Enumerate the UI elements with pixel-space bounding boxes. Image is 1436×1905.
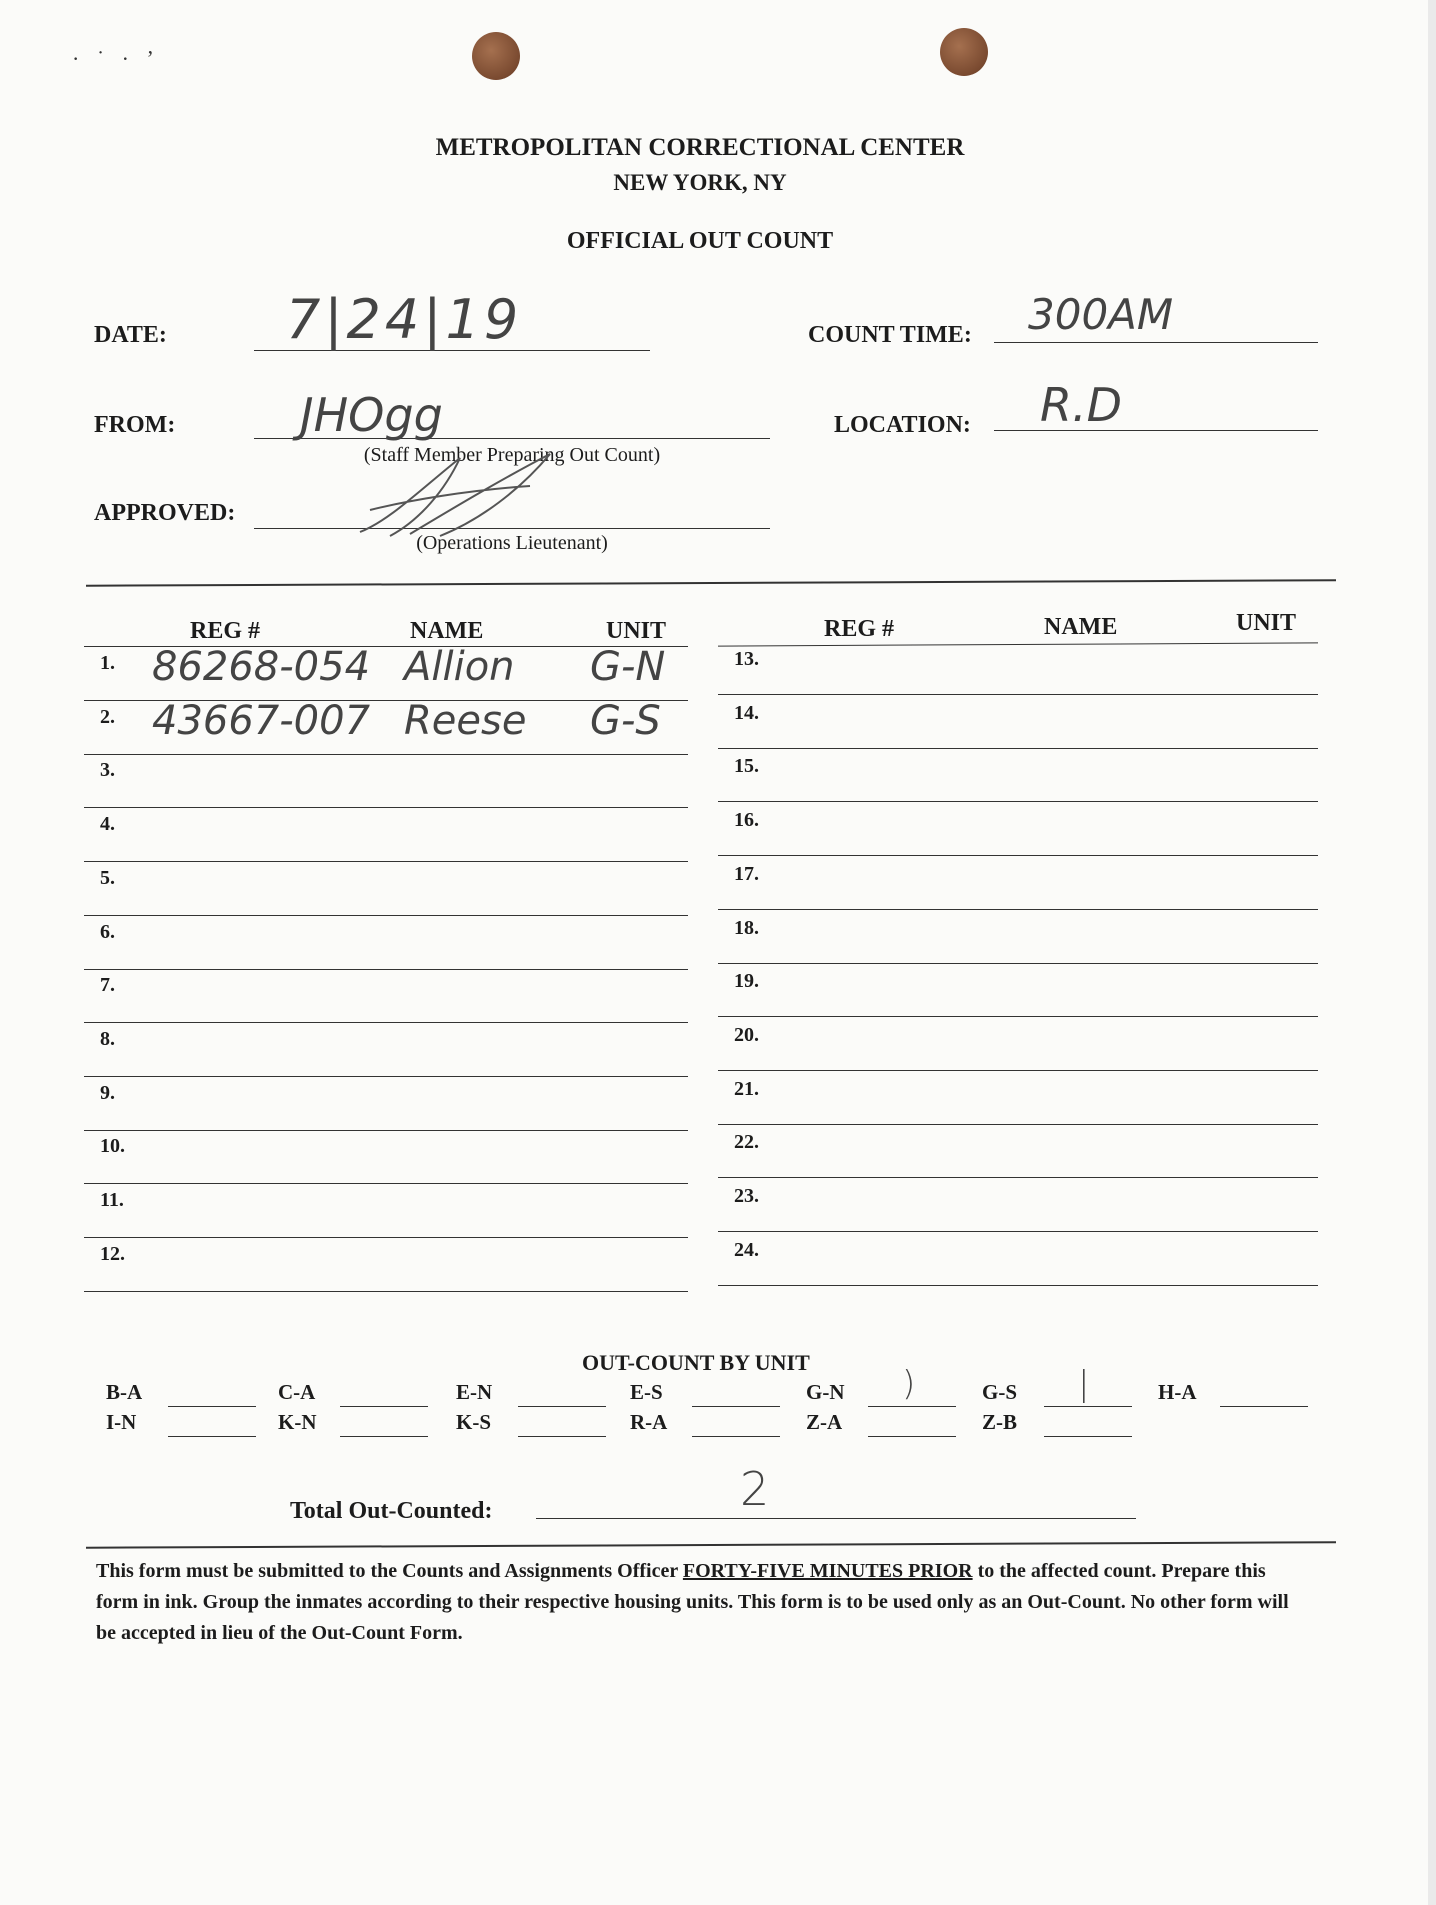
left-row-number: 1. xyxy=(100,652,115,674)
left-row-number: 2. xyxy=(100,705,115,728)
left-row-number: 10. xyxy=(100,1135,125,1158)
left-row-unit[interactable]: G-S xyxy=(590,697,661,744)
right-row-line xyxy=(718,855,1318,856)
left-row-unit[interactable]: G-N xyxy=(590,644,666,690)
left-row-line xyxy=(84,1022,688,1023)
left-row-number: 9. xyxy=(100,1081,115,1104)
from-signature[interactable]: JHOgg xyxy=(300,388,443,442)
unit-count-line xyxy=(1044,1436,1132,1437)
footer-text-start: This form must be submitted to the Counts and Assignments Officer xyxy=(96,1560,683,1582)
unit-count-line xyxy=(518,1406,606,1407)
left-name-header: NAME xyxy=(410,618,484,644)
section-divider xyxy=(86,579,1336,586)
unit-count-line xyxy=(340,1406,428,1407)
from-label: FROM: xyxy=(94,412,176,438)
left-row-line xyxy=(84,807,688,808)
right-row-line xyxy=(718,1177,1318,1178)
left-row-number: 8. xyxy=(100,1027,115,1050)
left-row-line xyxy=(84,1076,688,1077)
right-row-line xyxy=(718,1016,1318,1017)
right-row-line xyxy=(718,801,1318,802)
unit-label: K-S xyxy=(456,1410,492,1434)
total-label: Total Out-Counted: xyxy=(290,1498,493,1524)
left-row-line xyxy=(84,969,688,970)
total-line xyxy=(536,1518,1136,1519)
institution-name: METROPOLITAN CORRECTIONAL CENTER xyxy=(435,134,965,161)
left-row-line xyxy=(84,1291,688,1292)
left-row-line xyxy=(84,754,688,755)
unit-label: G-N xyxy=(806,1380,845,1404)
right-row-line xyxy=(718,909,1318,910)
count-time-line xyxy=(994,342,1318,343)
approved-label: APPROVED: xyxy=(94,500,236,526)
punch-hole-left xyxy=(472,32,520,80)
institution-city: NEW YORK, NY xyxy=(613,170,787,195)
unit-count-line xyxy=(692,1406,780,1407)
footer-text-end: to the affected count. Prepare this form in ink. Group the inmates according to their respective housing units. This form is to be used only as an Out-Count. No other form will be accepted in lieu of the Out-Count Form. xyxy=(96,1560,1289,1644)
left-row-number: 4. xyxy=(100,813,115,836)
left-row-name[interactable]: Reese xyxy=(404,697,527,744)
left-reg-header: REG # xyxy=(190,618,261,644)
left-row-number: 5. xyxy=(100,866,115,889)
unit-count-value[interactable]: ) xyxy=(902,1364,916,1404)
unit-label: G-S xyxy=(982,1380,1018,1404)
right-row-number: 20. xyxy=(734,1023,759,1046)
unit-label: K-N xyxy=(278,1410,317,1434)
unit-count-line xyxy=(868,1406,956,1407)
footer-divider xyxy=(86,1541,1336,1548)
right-unit-header: UNIT xyxy=(1236,610,1297,636)
right-row-number: 16. xyxy=(734,809,759,832)
left-row-name[interactable]: Allion xyxy=(404,644,515,690)
unit-label: C-A xyxy=(278,1380,316,1404)
right-row-number: 15. xyxy=(734,755,759,778)
footer-emphasis: FORTY-FIVE MINUTES PRIOR xyxy=(682,1560,973,1582)
right-row-line xyxy=(718,1070,1318,1071)
right-row-number: 24. xyxy=(734,1238,759,1261)
unit-label: B-A xyxy=(106,1380,143,1404)
right-row-number: 18. xyxy=(734,916,759,939)
unit-label: E-S xyxy=(630,1380,663,1404)
right-row-number: 21. xyxy=(734,1077,759,1100)
count-time-label: COUNT TIME: xyxy=(808,322,972,348)
unit-label: H-A xyxy=(1158,1380,1197,1404)
unit-label: E-N xyxy=(456,1380,493,1404)
right-row-number: 14. xyxy=(734,701,759,724)
unit-count-line xyxy=(692,1436,780,1437)
punch-hole-right xyxy=(940,28,988,76)
form-title: OFFICIAL OUT COUNT xyxy=(566,228,834,254)
right-row-line xyxy=(718,963,1318,964)
unit-label: Z-A xyxy=(806,1410,843,1434)
right-row-line xyxy=(718,1231,1318,1232)
right-row-number: 17. xyxy=(734,862,759,885)
left-row-number: 3. xyxy=(100,759,115,782)
unit-count-value[interactable]: | xyxy=(1078,1364,1090,1404)
left-row-line xyxy=(84,1237,688,1238)
unit-count-line xyxy=(518,1436,606,1437)
left-unit-header: UNIT xyxy=(606,618,667,644)
right-row-line xyxy=(718,1124,1318,1125)
unit-count-line xyxy=(1044,1406,1132,1407)
from-caption: (Staff Member Preparing Out Count) xyxy=(363,444,661,466)
unit-count-line xyxy=(168,1406,256,1407)
left-row-line xyxy=(84,1183,688,1184)
right-row-line xyxy=(718,694,1318,695)
approved-caption: (Operations Lieutenant) xyxy=(416,532,608,554)
out-count-title: OUT-COUNT BY UNIT xyxy=(582,1350,810,1375)
unit-count-line xyxy=(1220,1406,1308,1407)
left-row-line xyxy=(84,915,688,916)
unit-label: Z-B xyxy=(982,1410,1018,1434)
date-value[interactable]: 7|24|19 xyxy=(286,288,523,351)
left-row-line xyxy=(84,1130,688,1131)
right-row-line xyxy=(718,1285,1318,1286)
count-time-value[interactable]: 300AM xyxy=(1028,290,1174,339)
left-row-line xyxy=(84,861,688,862)
total-value[interactable]: 2 xyxy=(740,1462,770,1516)
location-value[interactable]: R.D xyxy=(1040,378,1123,432)
right-row-number: 13. xyxy=(734,648,759,670)
unit-label: I-N xyxy=(106,1410,137,1434)
paper-specks: · ˙ · ʼ xyxy=(72,46,160,71)
footer-instructions xyxy=(96,1556,1296,1649)
left-row-number: 6. xyxy=(100,920,115,943)
location-label: LOCATION: xyxy=(834,412,971,438)
approved-signature[interactable] xyxy=(350,450,560,540)
right-row-number: 22. xyxy=(734,1131,759,1154)
left-row-reg[interactable]: 43667-007 xyxy=(152,697,371,744)
unit-count-line xyxy=(168,1436,256,1437)
right-row-number: 23. xyxy=(734,1185,759,1207)
left-row-number: 7. xyxy=(100,974,115,997)
unit-count-line xyxy=(868,1436,956,1437)
date-label: DATE: xyxy=(94,322,167,348)
left-row-number: 11. xyxy=(100,1189,124,1211)
right-header-line xyxy=(718,642,1318,646)
right-reg-header: REG # xyxy=(824,616,895,642)
unit-count-line xyxy=(340,1436,428,1437)
right-name-header: NAME xyxy=(1044,614,1118,640)
page-edge-shadow xyxy=(1428,0,1436,1905)
right-row-line xyxy=(718,748,1318,749)
right-row-number: 19. xyxy=(734,970,759,993)
unit-label: R-A xyxy=(630,1410,668,1434)
left-row-reg[interactable]: 86268-054 xyxy=(152,644,371,690)
left-row-number: 12. xyxy=(100,1242,125,1265)
